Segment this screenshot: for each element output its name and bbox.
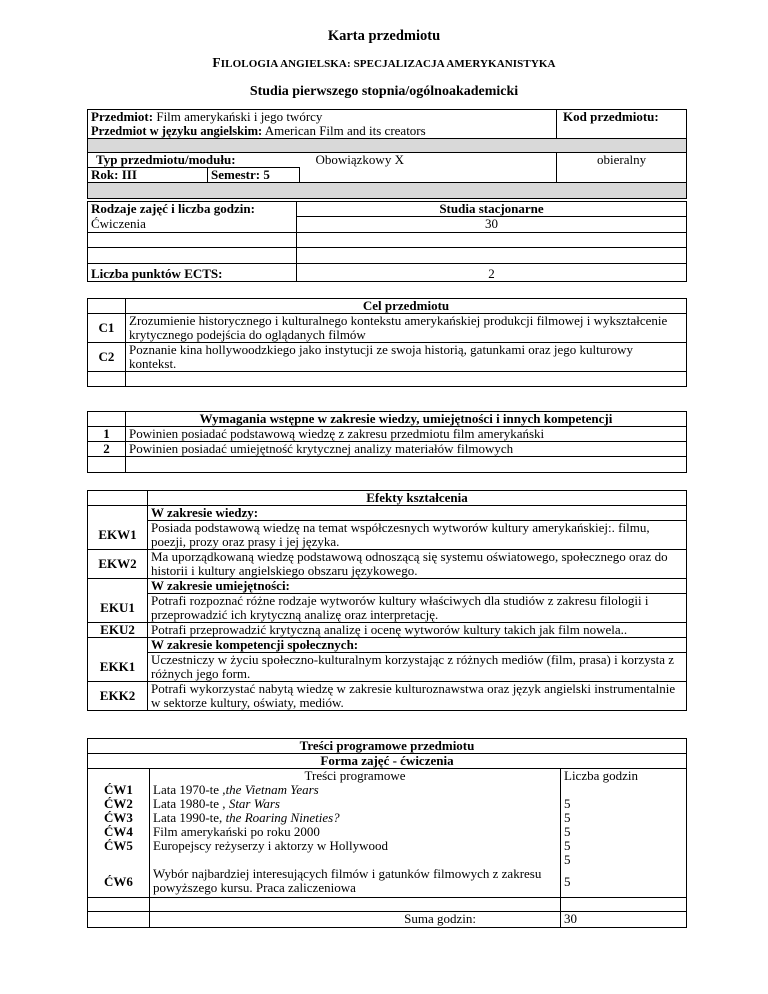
- module-type-value: Obowiązkowy X: [300, 153, 557, 168]
- requirement-code: 1: [88, 427, 126, 442]
- requirements-heading: Wymagania wstępne w zakresie wiedzy, umiejętności i innych kompetencji: [126, 412, 687, 427]
- outcome-code: EKU1: [88, 594, 148, 623]
- subtitle-initial: F: [212, 55, 221, 70]
- program-content: Film amerykański po roku 2000: [150, 825, 561, 839]
- ects-label: Liczba punktów ECTS:: [88, 264, 297, 282]
- outcome-text: Uczestniczy w życiu społeczno-kulturalnym korzystając z różnych mediów (film, prasa) i korzysta z różnych jego form.: [148, 653, 687, 682]
- goal-text: Zrozumienie historycznego i kulturalnego kontekstu amerykańskiej produkcji filmowej i wykształcenie krytycznego podejścia do oglądanych filmów: [126, 314, 687, 343]
- program-code: ĆW6: [88, 867, 150, 897]
- knowledge-heading: W zakresie wiedzy:: [148, 506, 687, 521]
- goal-code: C2: [88, 343, 126, 372]
- subtitle-rest: ILOLOGIA ANGIELSKA: SPECJALIZACJA AMERYKANISTYKA: [220, 58, 556, 70]
- page-title: Karta przedmiotu: [327, 28, 441, 44]
- separator-row: [88, 183, 687, 199]
- social-heading: W zakresie kompetencji społecznych:: [148, 638, 687, 653]
- col-content-header: Treści programowe: [150, 769, 561, 784]
- outcome-text: Potrafi przeprowadzić krytyczną analizę i ocenę wytworów kultury takich jak film nowela..: [148, 623, 687, 638]
- year-label: Rok: III: [88, 168, 208, 183]
- subject-en-cell: Przedmiot w języku angielskim: American Film and its creators: [88, 124, 557, 139]
- program-content: Europejscy reżyserzy i aktorzy w Hollywood: [150, 839, 561, 853]
- total-value: 30: [561, 911, 687, 927]
- hours-table: [87, 201, 687, 282]
- total-label: Suma godzin:: [150, 911, 561, 927]
- outcome-text: Posiada podstawową wiedzę na temat współczesnych wytworów kultury amerykańskiej:. filmu, poezji, prozy oraz prasy i jej języka.: [148, 521, 687, 550]
- skills-heading: W zakresie umiejętności:: [148, 579, 687, 594]
- program-code: ĆW5: [88, 839, 150, 853]
- goals-table: [87, 298, 687, 387]
- program-content: Lata 1980-te , Star Wars: [150, 797, 561, 811]
- subject-cell: Przedmiot: Film amerykański i jego twórcy: [88, 110, 557, 125]
- requirement-text: Powinien posiadać umiejętność krytycznej analizy materiałów filmowych: [126, 442, 687, 457]
- page-subtitle: [0, 55, 768, 71]
- program-table: [87, 738, 687, 928]
- ects-value: 2: [297, 264, 687, 282]
- program-hours: 5: [561, 811, 687, 825]
- program-hours: 5: [561, 825, 687, 839]
- program-heading: Treści programowe przedmiotu: [88, 739, 687, 754]
- study-level: Studia pierwszego stopnia/ogólnoakademicki: [249, 84, 519, 99]
- outcomes-heading: Efekty kształcenia: [148, 491, 687, 506]
- requirement-text: Powinien posiadać podstawową wiedzę z zakresu przedmiotu film amerykański: [126, 427, 687, 442]
- subject-code-label: Kod przedmiotu:: [557, 110, 687, 139]
- requirements-table: [87, 411, 687, 473]
- program-code: ĆW2: [88, 797, 150, 811]
- outcome-code: EKW1: [88, 521, 148, 550]
- program-hours: 5: [561, 797, 687, 811]
- class-type: Ćwiczenia: [88, 217, 297, 233]
- program-code: ĆW3: [88, 811, 150, 825]
- outcome-code: EKU2: [88, 623, 148, 638]
- semester-label: Semestr: 5: [208, 168, 300, 183]
- outcome-text: Potrafi wykorzystać nabytą wiedzę w zakresie kulturoznawstwa oraz język angielski instrumentalnie w sektorze kultury, oświaty, mediów.: [148, 682, 687, 711]
- goal-code: C1: [88, 314, 126, 343]
- program-content: Wybór najbardziej interesujących filmów i gatunków filmowych z zakresu powyższego kursu. Praca zaliczeniowa: [150, 867, 561, 897]
- outcome-code: EKK1: [88, 653, 148, 682]
- program-code: ĆW1: [88, 783, 150, 797]
- outcome-text: Ma uporządkowaną wiedzę podstawową odnoszącą się systemu oświatowego, społecznego oraz do historii i kultury angielskiego obszaru językowego.: [148, 550, 687, 579]
- program-content: Lata 1990-te, the Roaring Nineties?: [150, 811, 561, 825]
- module-type-label: Typ przedmiotu/modułu:: [88, 153, 300, 168]
- module-type-alt: obieralny: [557, 153, 687, 183]
- classes-label: Rodzaje zajęć i liczba godzin:: [88, 202, 297, 217]
- col-hours-header: Liczba godzin: [561, 769, 687, 798]
- program-hours: 5: [561, 867, 687, 897]
- program-hours: 5: [561, 839, 687, 853]
- goal-text: Poznanie kina hollywoodzkiego jako instytucji ze swoja historią, gatunkami oraz jego kulturowy kontekst.: [126, 343, 687, 372]
- program-hours: 5: [561, 853, 687, 867]
- program-code: ĆW4: [88, 825, 150, 839]
- outcome-code: EKW2: [88, 550, 148, 579]
- program-form: Forma zajęć - ćwiczenia: [88, 754, 687, 769]
- studies-label: Studia stacjonarne: [297, 202, 687, 217]
- requirement-code: 2: [88, 442, 126, 457]
- separator-row: [88, 139, 687, 153]
- outcomes-table: [87, 490, 687, 711]
- outcome-text: Potrafi rozpoznać różne rodzaje wytworów kultury właściwych dla studiów z zakresu filologii i przeprowadzić ich krytyczną analizę oraz interpretację.: [148, 594, 687, 623]
- class-hours: 30: [297, 217, 687, 233]
- info-table: [87, 109, 687, 199]
- program-content: Lata 1970-te ,the Vietnam Years: [150, 783, 561, 797]
- outcome-code: EKK2: [88, 682, 148, 711]
- goals-heading: Cel przedmiotu: [126, 299, 687, 314]
